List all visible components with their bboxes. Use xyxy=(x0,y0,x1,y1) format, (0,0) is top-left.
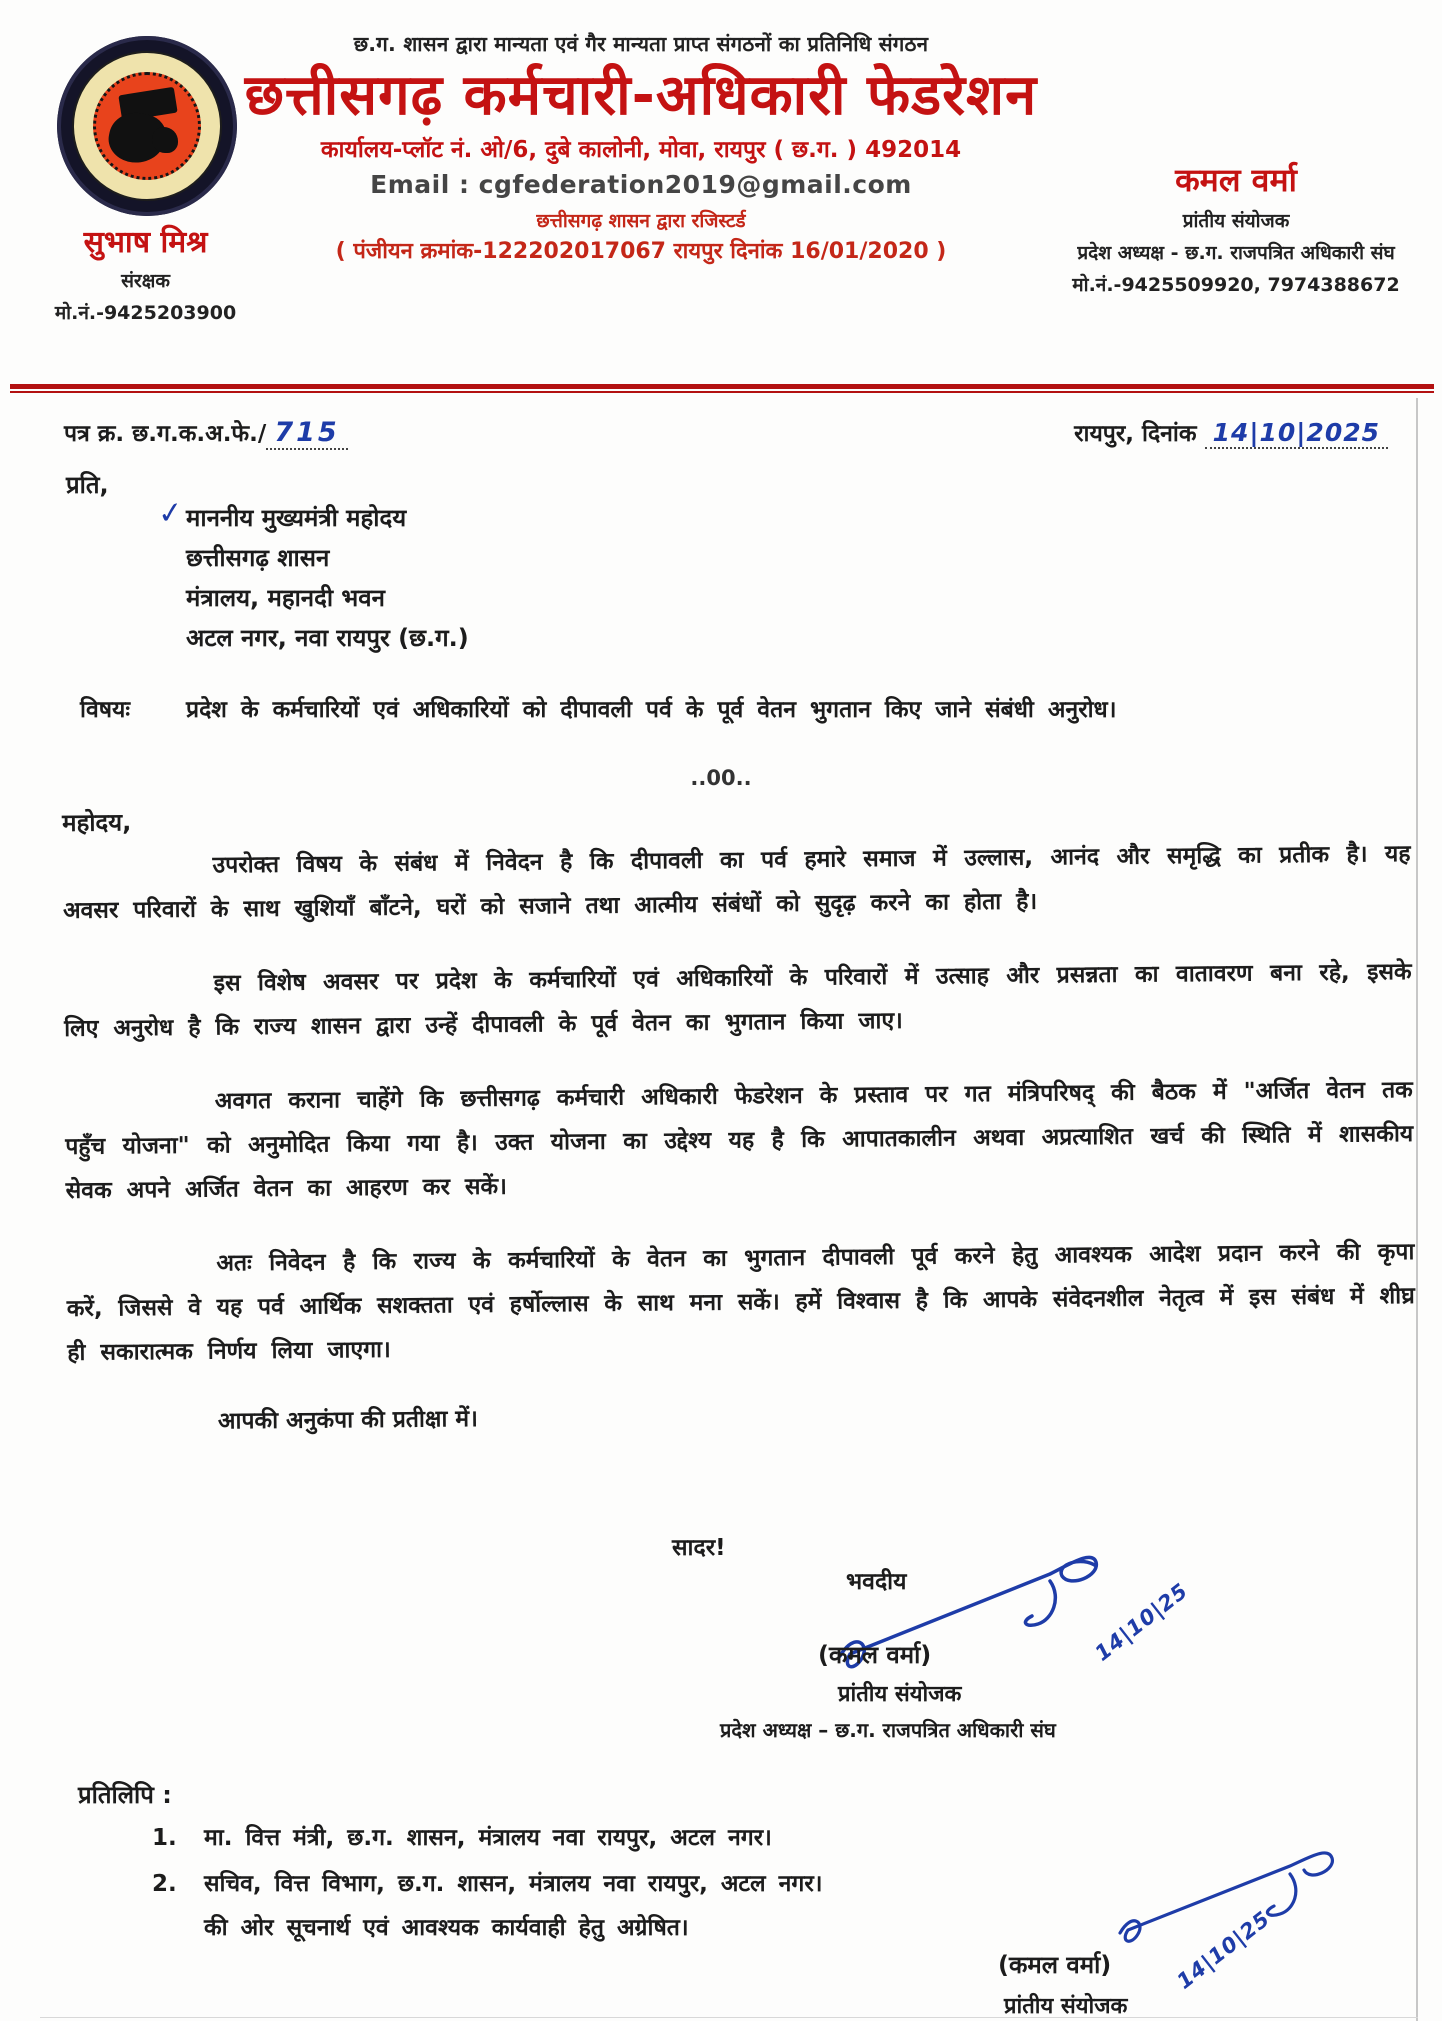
signatory-role: प्रांतीय संयोजक xyxy=(1004,1994,1128,2019)
copy-item-number: 1. xyxy=(152,1825,177,1851)
organization-name: छत्तीसगढ़ कर्मचारी-अधिकारी फेडरेशन xyxy=(244,63,1038,128)
scan-edge-line xyxy=(40,2017,1418,2018)
letter-number-value: 715 xyxy=(274,417,340,448)
copies-heading: प्रतिलिपि : xyxy=(78,1781,172,1809)
signatory-name: (कमल वर्मा) xyxy=(818,1641,932,1669)
registered-line: छत्तीसगढ़ शासन द्वारा रजिस्टर्ड xyxy=(536,210,746,233)
signatory-role: प्रांतीय संयोजक xyxy=(838,1682,962,1707)
signatory-role2: प्रदेश अध्यक्ष – छ.ग. राजपत्रित अधिकारी संघ xyxy=(720,1718,1056,1742)
convener-role1: प्रांतीय संयोजक xyxy=(1182,210,1290,232)
letterhead-divider xyxy=(10,384,1434,394)
registration-number-line: ( पंजीयन क्रमांक-122202017067 रायपुर दिनांक 16/01/2020 ) xyxy=(335,239,947,265)
subject-text: प्रदेश के कर्मचारियों एवं अधिकारियों को दीपावली पर्व के पूर्व वेतन भुगतान किए जाने संबंधी अनुरोध। xyxy=(186,697,1117,723)
regards-text: सादर! xyxy=(672,1535,726,1561)
recipient-block xyxy=(156,494,469,658)
emblem-figure xyxy=(152,127,178,153)
date-value: 14|10|2025 xyxy=(1212,418,1380,447)
subject-row xyxy=(80,688,1405,732)
body-paragraph: अतः निवेदन है कि राज्य के कर्मचारियों के वेतन का भुगतान दीपावली पूर्व करने हेतु आवश्यक आदेश प्रदान करने की कृपा करें, जिससे वे यह पर्व आर्थिक सशक्तता एवं हर्षोल्लास के साथ मना सकें। हमें विश्वास है कि आपके संवेदनशील नेतृत्व में इस संबंध में शीघ्र ही सकारात्मक निर्णय लिया जाएगा। xyxy=(66,1239,1415,1366)
recipient-prefix: प्रति, xyxy=(66,471,109,499)
yours-faithfully: भवदीय xyxy=(846,1569,907,1595)
letter-body xyxy=(62,793,1416,1437)
emblem-core xyxy=(93,72,201,180)
signatory-name: (कमल वर्मा) xyxy=(998,1951,1112,1979)
patron-phone: मो.नं.-9425203900 xyxy=(54,302,237,324)
recipient-line: मंत्रालय, महानदी भवन xyxy=(186,584,385,612)
waiting-line: आपकी अनुकंपा की प्रतीक्षा में। xyxy=(217,1406,478,1435)
office-address: कार्यालय-प्लॉट नं. ओ/6, दुबे कालोनी, मोवा, रायपुर ( छ.ग. ) 492014 xyxy=(320,137,962,164)
checkmark-icon: ✓ xyxy=(156,494,185,533)
handwritten-date: 14|10|25 xyxy=(1172,1906,1275,1994)
copy-item-number: 2. xyxy=(152,1871,177,1897)
convener-phone: मो.नं.-9425509920, 7974388672 xyxy=(1072,274,1400,296)
copy-item-text: सचिव, वित्त विभाग, छ.ग. शासन, मंत्रालय नवा रायपुर, अटल नगर। xyxy=(204,1871,823,1897)
subject-label: विषयः xyxy=(80,697,131,723)
patron-role: संरक्षक xyxy=(121,270,170,292)
email-text: Email : cgfederation2019@gmail.com xyxy=(370,170,912,200)
letterhead-center xyxy=(238,30,1044,265)
recipient-line: माननीय मुख्यमंत्री महोदय xyxy=(186,504,407,532)
copy-item xyxy=(152,1866,822,1898)
letter-number xyxy=(64,416,348,450)
patron-block xyxy=(28,220,263,325)
salutation: महोदय, xyxy=(62,808,132,837)
body-paragraph: इस विशेष अवसर पर प्रदेश के कर्मचारियों एवं अधिकारियों के परिवारों में उत्साह और प्रसन्नता का वातावरण बना रहे, इसके लिए अनुरोध है कि राज्य शासन द्वारा उन्हें दीपावली के पूर्व वेतन का भुगतान किया जाए। xyxy=(64,959,1412,1042)
handwritten-date: 14|10|25 xyxy=(1090,1578,1193,1666)
copy-item-text: मा. वित्त मंत्री, छ.ग. शासन, मंत्रालय नवा रायपुर, अटल नगर। xyxy=(204,1825,772,1851)
place-date xyxy=(1074,416,1388,449)
letterhead-topline: छ.ग. शासन द्वारा मान्यता एवं गैर मान्यता प्राप्त संगठनों का प्रतिनिधि संगठन xyxy=(353,32,929,56)
convener-block xyxy=(1036,158,1436,297)
section-separator: ..00.. xyxy=(690,766,752,790)
recipient-line: अटल नगर, नवा रायपुर (छ.ग.) xyxy=(186,624,469,652)
recipient-line: छत्तीसगढ़ शासन xyxy=(186,544,330,572)
copy-item xyxy=(152,1820,772,1852)
place-date-label: रायपुर, दिनांक xyxy=(1074,421,1197,447)
emblem-ring xyxy=(72,51,222,201)
copies-note: की ओर सूचनार्थ एवं आवश्यक कार्यवाही हेतु अग्रेषित। xyxy=(204,1915,689,1941)
scan-edge-line xyxy=(1416,398,1418,2021)
body-paragraph: अवगत कराना चाहेंगे कि छत्तीसगढ़ कर्मचारी अधिकारी फेडरेशन के प्रस्ताव पर गत मंत्रिपरिषद् की बैठक में "अर्जित वेतन तक पहुँच योजना" को अनुमोदित किया गया है। उक्त योजना का उद्देश्य यह है कि आपातकालीन अथवा अप्रत्याशित खर्च की स्थिति में शासकीय सेवक अपने अर्जित वेतन का आहरण कर सकें। xyxy=(65,1077,1414,1204)
organization-emblem-logo xyxy=(57,36,237,216)
body-paragraph: उपरोक्त विषय के संबंध में निवेदन है कि दीपावली का पर्व हमारे समाज में उल्लास, आनंद और समृद्धि का प्रतीक है। यह अवसर परिवारों के साथ खुशियाँ बाँटने, घरों को सजाने तथा आत्मीय संबंधों को सुदृढ़ करने का होता है। xyxy=(62,841,1411,924)
patron-name: सुभाष मिश्र xyxy=(83,225,208,260)
convener-name: कमल वर्मा xyxy=(1175,161,1297,199)
convener-role2: प्रदेश अध्यक्ष - छ.ग. राजपत्रित अधिकारी संघ xyxy=(1077,242,1395,264)
letter-number-label: पत्र क्र. छ.ग.क.अ.फे./ xyxy=(64,421,267,447)
